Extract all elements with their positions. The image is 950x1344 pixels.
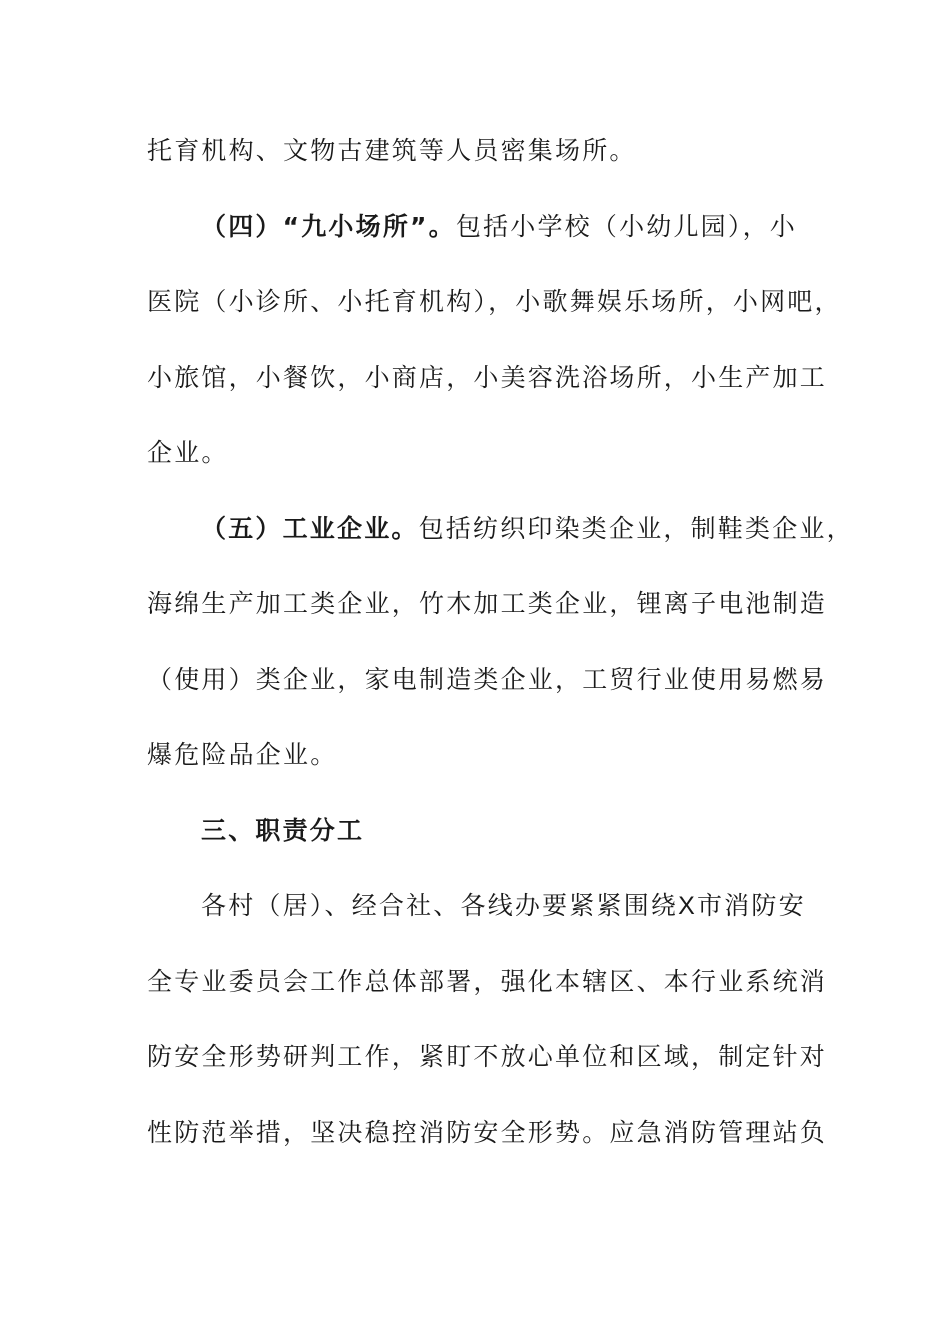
paragraph-text: 市消防安 [696, 891, 806, 920]
paragraph-line [147, 868, 807, 944]
paragraph-line [147, 491, 854, 567]
paragraph-line: 海绵生产加工类企业，竹木加工类企业，锂离子电池制造 [147, 589, 828, 618]
paragraph-line: （使用）类企业，家电制造类企业，工贸行业使用易燃易 [147, 664, 828, 694]
city-placeholder: X [678, 892, 697, 920]
paragraph-text: 包括纺织印染类企业，制鞋类企业， [418, 513, 854, 543]
section-label-industrial-enterprises: （五）工业企业。 [201, 513, 419, 543]
paragraph-line: 全专业委员会工作总体部署，强化本辖区、本行业系统消 [147, 966, 828, 996]
paragraph-line: 小旅馆，小餐饮，小商店，小美容洗浴场所，小生产加工 [147, 362, 828, 392]
paragraph-line: 企业。 [147, 438, 229, 467]
section-heading-responsibilities: 三、职责分工 [201, 815, 365, 845]
document-body [147, 113, 854, 1170]
paragraph-line: 托育机构、文物古建筑等人员密集场所。 [147, 136, 637, 165]
paragraph-text: 各村（居）、经合社、各线办要紧紧围绕 [201, 891, 679, 920]
paragraph-line: 医院（小诊所、小托育机构），小歌舞娱乐场所，小网吧， [147, 287, 842, 316]
paragraph-line: 防安全形势研判工作，紧盯不放心单位和区域，制定针对 [147, 1042, 828, 1071]
paragraph-line: 性防范举措，坚决稳控消防安全形势。应急消防管理站负 [147, 1117, 828, 1147]
paragraph-line: 爆危险品企业。 [147, 740, 338, 769]
section-label-nine-small-places: （四）“九小场所”。 [201, 211, 456, 241]
paragraph-text: 包括小学校（小幼儿园），小 [455, 211, 797, 241]
paragraph-line [147, 189, 807, 265]
